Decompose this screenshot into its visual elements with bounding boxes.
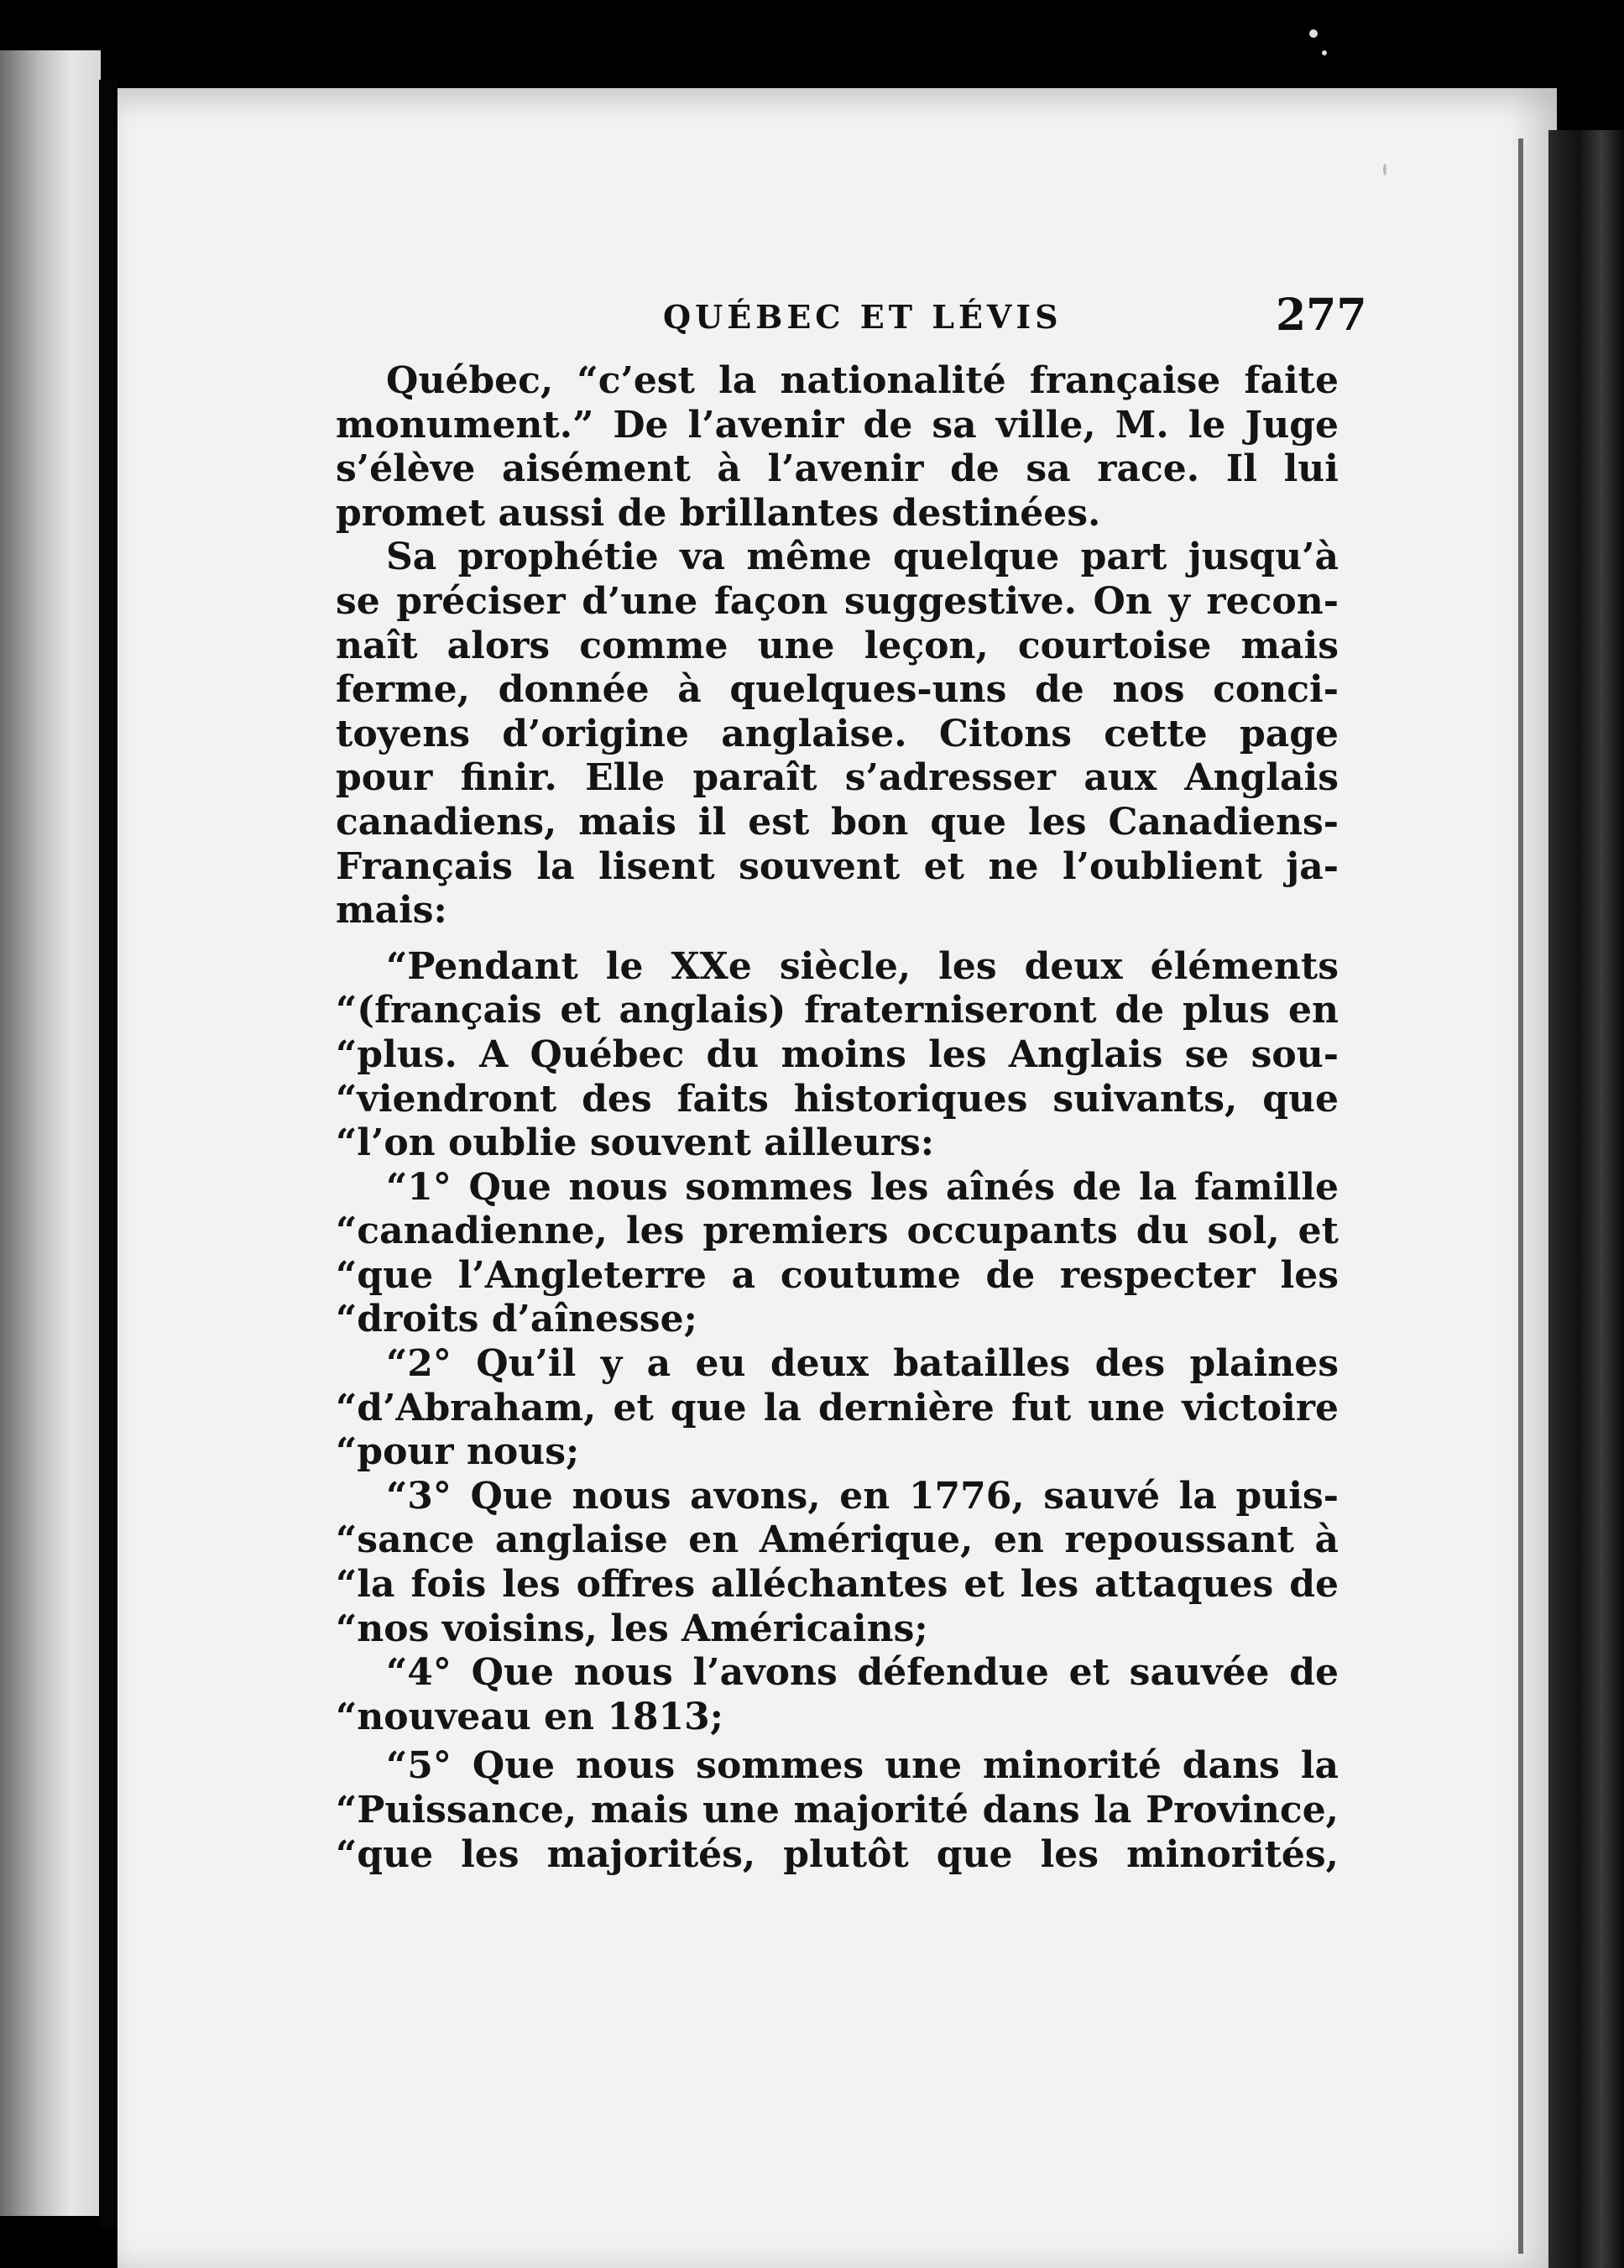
page-number: 277 [1276, 290, 1367, 341]
text-line: Français la lisent souvent et ne l’oublient ja- [336, 844, 1339, 888]
text-line: “droits d’aînesse; [336, 1298, 697, 1341]
text-line: s’élève aisément à l’avenir de sa race. Il lui [336, 447, 1339, 491]
text-line: “4° Que nous l’avons défendue et sauvée de [386, 1651, 1339, 1695]
book-gutter [99, 80, 117, 2229]
text-line: canadiens, mais il est bon que les Canadiens- [336, 800, 1339, 844]
text-line: Sa prophétie va même quelque part jusqu’à [386, 536, 1339, 579]
text-line: “que l’Angleterre a coutume de respecter les [336, 1253, 1339, 1297]
text-line: naît alors comme une leçon, courtoise mais [336, 624, 1339, 667]
text-line: “d’Abraham, et que la dernière fut une victoire [336, 1386, 1339, 1429]
text-line: “plus. A Québec du moins les Anglais se sou- [336, 1032, 1339, 1076]
text-line: “viendront des faits historiques suivants, que [336, 1077, 1339, 1121]
text-line: “Puissance, mais une majorité dans la Province, [336, 1789, 1339, 1832]
text-line: “nouveau en 1813; [336, 1695, 724, 1738]
previous-page-edge [0, 50, 101, 2216]
text-line: “1° Que nous sommes les aînés de la famille [386, 1165, 1339, 1209]
text-line: mais: [336, 889, 447, 933]
text-line: “que les majorités, plutôt que les minorités, [336, 1832, 1339, 1876]
text-line: “pour nous; [336, 1430, 580, 1474]
text-line: “5° Que nous sommes une minorité dans la [386, 1744, 1339, 1788]
text-line: monument.” De l’avenir de sa ville, M. le Juge [336, 403, 1339, 447]
text-line: pour finir. Elle paraît s’adresser aux Anglais [336, 756, 1339, 800]
text-line: “2° Qu’il y a eu deux batailles des plaines [386, 1342, 1339, 1386]
text-line: Québec, “c’est la nationalité française faite [386, 359, 1339, 402]
text-line: “Pendant le XXe siècle, les deux éléments [386, 944, 1339, 988]
dust-speck [1322, 50, 1327, 55]
page-edge-line [1518, 138, 1523, 2254]
text-line: “sance anglaise en Amérique, en repoussant à [336, 1518, 1339, 1562]
text-line: “3° Que nous avons, en 1776, sauvé la puis- [386, 1474, 1339, 1518]
text-line: “la fois les offres alléchantes et les attaques de [336, 1563, 1339, 1607]
text-line: “(français et anglais) fraterniseront de plus en [336, 989, 1339, 1032]
body-text [336, 359, 1339, 1877]
text-line: “l’on oublie souvent ailleurs: [336, 1121, 934, 1165]
running-head [0, 290, 1624, 348]
running-title: QUÉBEC ET LÉVIS [663, 298, 1063, 336]
text-line: toyens d’origine anglaise. Citons cette page [336, 712, 1339, 755]
right-binding-edge [1548, 130, 1624, 2268]
text-line: “nos voisins, les Américains; [336, 1607, 928, 1650]
text-line: “canadienne, les premiers occupants du sol, et [336, 1210, 1339, 1253]
text-line: promet aussi de brillantes destinées. [336, 491, 1101, 535]
text-line: ferme, donnée à quelques-uns de nos conci- [336, 668, 1339, 712]
dust-speck [1383, 164, 1386, 175]
dust-speck [1309, 29, 1318, 38]
text-line: se préciser d’une façon suggestive. On y recon- [336, 579, 1339, 623]
